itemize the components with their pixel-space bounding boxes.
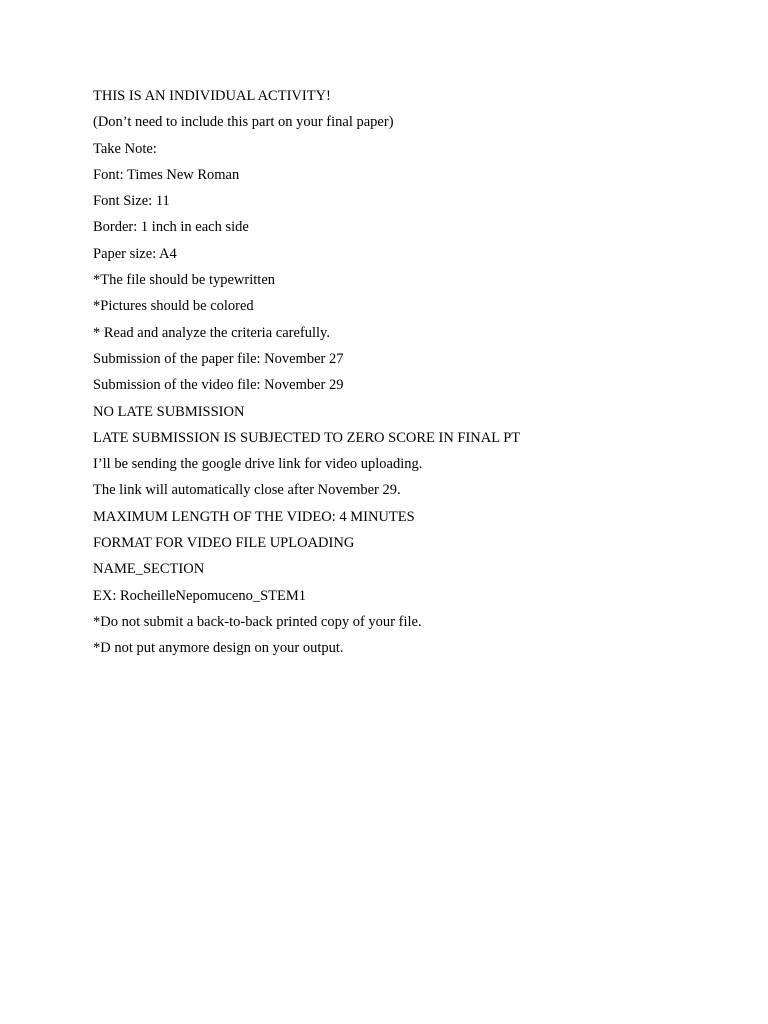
- no-design-note: *D not put anymore design on your output.: [93, 640, 344, 657]
- border-requirement: Border: 1 inch in each side: [93, 219, 249, 236]
- criteria-note: * Read and analyze the criteria carefully.: [93, 324, 330, 341]
- video-submission-date: Submission of the video file: November 29: [93, 377, 344, 394]
- paper-size-requirement: Paper size: A4: [93, 245, 177, 262]
- typewritten-requirement: *The file should be typewritten: [93, 272, 276, 289]
- no-late-submission: NO LATE SUBMISSION: [93, 403, 245, 420]
- late-submission-penalty: LATE SUBMISSION IS SUBJECTED TO ZERO SCORE IN FINAL PT: [93, 429, 521, 446]
- link-close-note: The link will automatically close after November 29.: [93, 482, 401, 499]
- take-note-label: Take Note:: [93, 140, 157, 157]
- drive-link-note: I’ll be sending the google drive link for video uploading.: [93, 456, 423, 473]
- pictures-requirement: *Pictures should be colored: [93, 298, 254, 315]
- font-size-requirement: Font Size: 11: [93, 193, 170, 210]
- heading-individual-activity: THIS IS AN INDIVIDUAL ACTIVITY!: [93, 88, 331, 104]
- max-video-length: MAXIMUM LENGTH OF THE VIDEO: 4 MINUTES: [93, 508, 415, 525]
- name-section-format: NAME_SECTION: [93, 561, 205, 578]
- format-example: EX: RocheilleNepomuceno_STEM1: [93, 587, 307, 604]
- note-exclude-part: (Don’t need to include this part on your final paper): [93, 114, 394, 131]
- document-body: [93, 86, 713, 665]
- paper-submission-date: Submission of the paper file: November 27: [93, 350, 344, 367]
- no-back-to-back-note: *Do not submit a back-to-back printed copy of your file.: [93, 613, 422, 630]
- video-format-heading: FORMAT FOR VIDEO FILE UPLOADING: [93, 535, 355, 552]
- font-requirement: Font: Times New Roman: [93, 166, 240, 183]
